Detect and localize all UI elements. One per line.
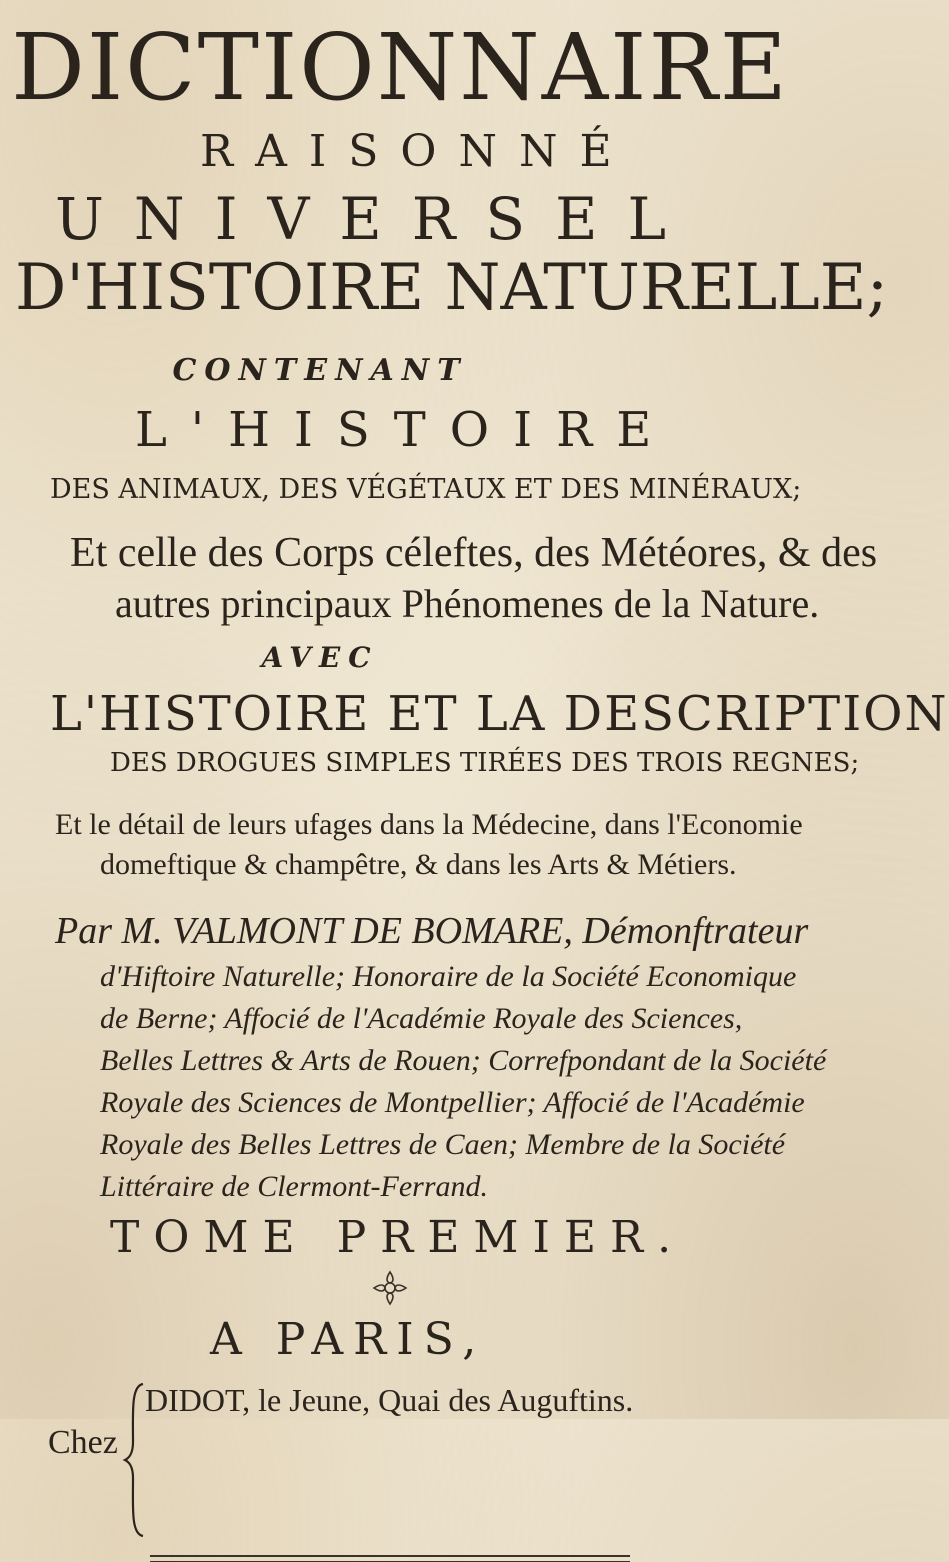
author-credential-1: d'Hiftoire Naturelle; Honoraire de la Société Economique — [100, 960, 797, 993]
histoire-description-heading: L'HISTOIRE ET LA DESCRIPTION — [50, 686, 949, 742]
domestique-line: domeftique & champêtre, & dans les Arts & Métiers. — [100, 848, 737, 881]
celle-line: Et celle des Corps céleftes, des Météores, & des — [70, 530, 878, 576]
animaux-line: DES ANIMAUX, DES VÉGÉTAUX ET DES MINÉRAUX; — [50, 474, 802, 505]
publisher-didot: DIDOT, le Jeune, Quai des Auguftins. — [145, 1382, 634, 1418]
chez-label: Chez — [48, 1424, 118, 1461]
title-raisonne: RAISONNÉ — [200, 126, 634, 177]
author-credential-6: Littéraire de Clermont-Ferrand. — [100, 1170, 489, 1203]
brace-icon — [123, 1382, 145, 1538]
divider-rule — [150, 1555, 630, 1562]
author-credential-5: Royale des Belles Lettres de Caen; Membre de la Société — [100, 1128, 786, 1161]
place-label: A PARIS, — [210, 1314, 487, 1365]
contenant-label: CONTENANT — [172, 353, 468, 388]
author-credential-2: de Berne; Affocié de l'Académie Royale des Sciences, — [100, 1002, 743, 1035]
fleuron-ornament-icon — [370, 1268, 410, 1308]
lhistoire-heading: L'HISTOIRE — [135, 402, 676, 458]
tome-label: TOME PREMIER. — [110, 1212, 686, 1263]
title-histoire-naturelle: D'HISTOIRE NATURELLE; — [15, 251, 889, 325]
drogues-line: DES DROGUES SIMPLES TIRÉES DES TROIS REGNES; — [110, 748, 860, 778]
autres-line: autres principaux Phénomenes de la Nature. — [115, 581, 820, 626]
title-dictionnaire: DICTIONNAIRE — [11, 14, 789, 121]
avec-label: AVEC — [261, 641, 379, 674]
author-credential-4: Royale des Sciences de Montpellier; Affocié de l'Académie — [100, 1086, 805, 1119]
detail-line: Et le détail de leurs ufages dans la Médecine, dans l'Economie — [55, 808, 803, 841]
author-line: Par M. VALMONT DE BOMARE, Démonftrateur — [55, 910, 809, 952]
title-universel: UNIVERSEL — [55, 185, 697, 253]
author-credential-3: Belles Lettres & Arts de Rouen; Correfpondant de la Société — [100, 1044, 827, 1077]
